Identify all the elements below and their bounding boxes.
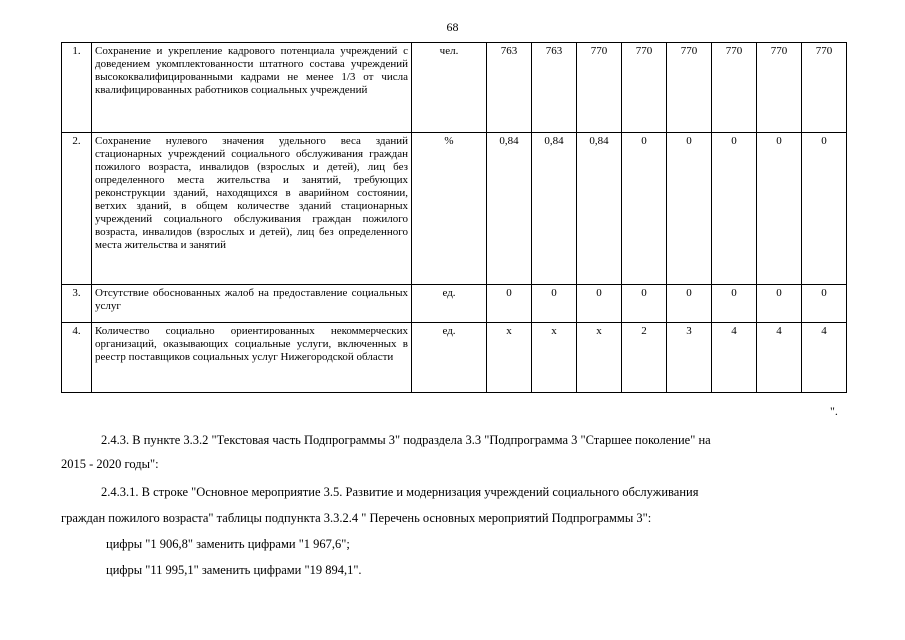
indicator-description: Сохранение и укрепление кадрового потенциала учреждений с доведением укомплектованности штатного состава учреждений высококвалифицированными кадрами не менее 1/3 от числа квалифицированных работников социальных учреждений <box>92 43 412 133</box>
value-cell: 0 <box>802 133 847 285</box>
value-cell: 2 <box>622 323 667 393</box>
replacement-line-1: цифры "1 906,8" заменить цифрами "1 967,6"; <box>106 537 350 551</box>
value-cell: 0,84 <box>532 133 577 285</box>
value-cell: 0 <box>532 285 577 323</box>
value-cell: 0 <box>712 133 757 285</box>
value-cell: 770 <box>757 43 802 133</box>
value-cell: 770 <box>622 43 667 133</box>
unit-cell: ед. <box>412 323 487 393</box>
row-number: 4. <box>62 323 92 393</box>
value-cell: x <box>577 323 622 393</box>
value-cell: 4 <box>712 323 757 393</box>
value-cell: 770 <box>577 43 622 133</box>
paragraph-2-4-3-line-1: 2.4.3. В пункте 3.3.2 "Текстовая часть Подпрограммы 3" подраздела 3.3 "Подпрограмма 3 "Старшее поколение" на <box>101 433 711 447</box>
value-cell: 763 <box>532 43 577 133</box>
table-row <box>62 133 847 285</box>
paragraph-2-4-3-1-line-2: граждан пожилого возраста" таблицы подпункта 3.3.2.4 " Перечень основных мероприятий Подпрограммы 3": <box>61 511 652 525</box>
row-number: 3. <box>62 285 92 323</box>
unit-cell: % <box>412 133 487 285</box>
page-number: 68 <box>446 20 459 34</box>
value-cell: 0,84 <box>577 133 622 285</box>
value-cell: 770 <box>712 43 757 133</box>
value-cell: x <box>487 323 532 393</box>
table-row <box>62 285 847 323</box>
indicators-table <box>61 42 847 393</box>
value-cell: 0 <box>712 285 757 323</box>
value-cell: 0 <box>802 285 847 323</box>
value-cell: 0 <box>622 133 667 285</box>
table-row <box>62 43 847 133</box>
row-number: 1. <box>62 43 92 133</box>
table-row <box>62 323 847 393</box>
value-cell: 0 <box>577 285 622 323</box>
value-cell: 770 <box>667 43 712 133</box>
unit-cell: чел. <box>412 43 487 133</box>
value-cell: 4 <box>757 323 802 393</box>
paragraph-2-4-3-1-line-1: 2.4.3.1. В строке "Основное мероприятие 3.5. Развитие и модернизация учреждений социального обслуживания <box>101 485 699 499</box>
table-body <box>62 43 847 393</box>
value-cell: 0 <box>757 285 802 323</box>
indicator-description: Сохранение нулевого значения удельного веса зданий стационарных учреждений социального обслуживания граждан пожилого возраста, инвалидов (взрослых и детей), лиц без определенного места жительства и занятий, требующих реконструкции зданий, находящихся в аварийном состоянии, ветхих зданий, в общем количестве зданий стационарных учреждений социального обслуживания граждан пожилого возраста, инвалидов (взрослых и детей), лиц без определенного места жительства и занятий <box>92 133 412 285</box>
value-cell: 0 <box>622 285 667 323</box>
indicator-description: Отсутствие обоснованных жалоб на предоставление социальных услуг <box>92 285 412 323</box>
paragraph-2-4-3-line-2: 2015 - 2020 годы": <box>61 457 159 471</box>
value-cell: x <box>532 323 577 393</box>
value-cell: 770 <box>802 43 847 133</box>
value-cell: 0 <box>487 285 532 323</box>
value-cell: 0,84 <box>487 133 532 285</box>
value-cell: 0 <box>667 133 712 285</box>
unit-cell: ед. <box>412 285 487 323</box>
value-cell: 0 <box>667 285 712 323</box>
value-cell: 0 <box>757 133 802 285</box>
value-cell: 3 <box>667 323 712 393</box>
closing-quote: ". <box>830 404 838 418</box>
row-number: 2. <box>62 133 92 285</box>
indicator-description: Количество социально ориентированных некоммерческих организаций, оказывающих социальные услуги, включенных в реестр поставщиков социальных услуг Нижегородской области <box>92 323 412 393</box>
value-cell: 763 <box>487 43 532 133</box>
value-cell: 4 <box>802 323 847 393</box>
replacement-line-2: цифры "11 995,1" заменить цифрами "19 894,1". <box>106 563 362 577</box>
